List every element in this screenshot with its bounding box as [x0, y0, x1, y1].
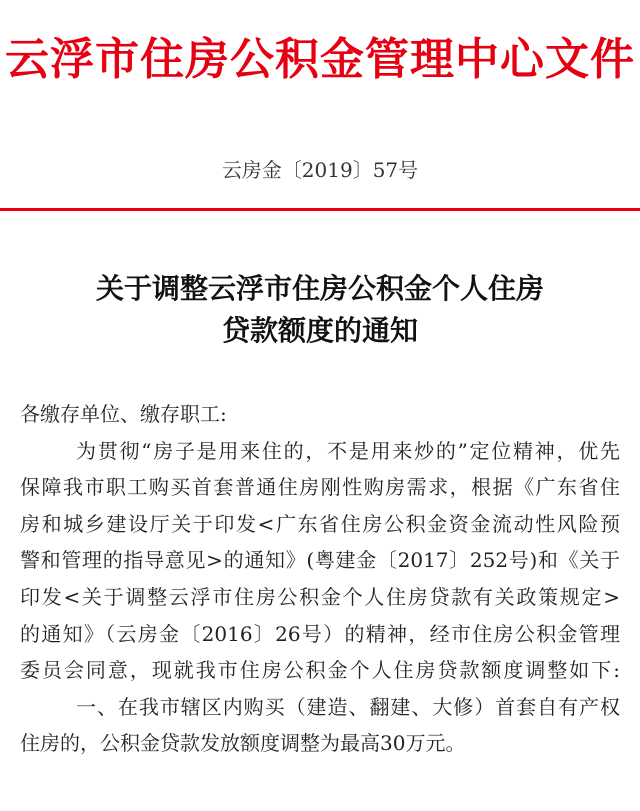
body-line: 房和城乡建设厅关于印发<广东省住房公积金资金流动性风险预: [20, 511, 620, 536]
body-line: 为贯彻“房子是用来住的，不是用来炒的”定位精神，优先: [76, 438, 620, 463]
body-line: 保障我市职工购买首套普通住房刚性购房需求，根据《广东省住: [20, 475, 620, 500]
body-line: 警和管理的指导意见>的通知》(粤建金〔2017〕252号)和《关于: [20, 548, 620, 573]
body-line: 的通知》（云房金〔2016〕26号）的精神，经市住房公积金管理: [20, 621, 620, 646]
notice-body: [20, 396, 620, 762]
notice-title-line-2: 贷款额度的通知: [221, 314, 418, 347]
header-red-rule: [0, 208, 640, 211]
body-line: 一、在我市辖区内购买（建造、翻建、大修）首套自有产权: [76, 694, 620, 719]
addressee-line: 各缴存单位、缴存职工:: [20, 402, 227, 426]
body-line: 住房的，公积金贷款发放额度调整为最高30万元。: [20, 731, 466, 756]
notice-title-line-1: 关于调整云浮市住房公积金个人住房: [95, 272, 544, 305]
document-header-title: 云浮市住房公积金管理中心文件: [5, 34, 635, 85]
body-line: 印发<关于调整云浮市住房公积金个人住房贷款有关政策规定>: [20, 584, 620, 609]
notice-title: [0, 268, 640, 352]
document-number: 云房金〔2019〕57号: [221, 158, 419, 182]
body-line: 委员会同意，现就我市住房公积金个人住房贷款额度调整如下:: [20, 658, 620, 683]
